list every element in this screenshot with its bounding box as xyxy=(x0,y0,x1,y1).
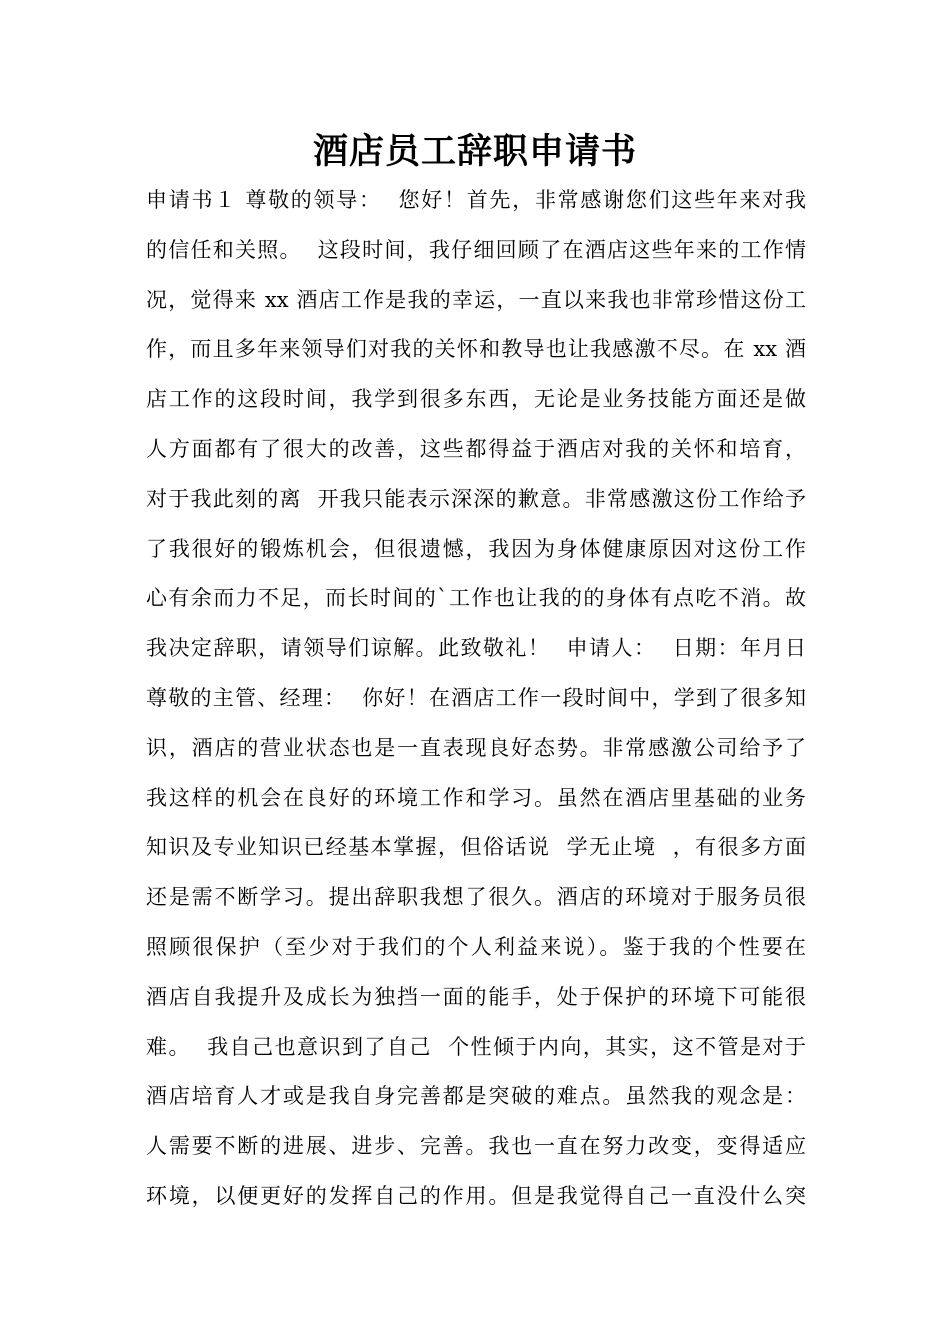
body-line: 的信任和关照。 这段时间，我仔细回顾了在酒店这些年来的工作情 xyxy=(146,237,806,262)
body-line: 知识及专业知识已经基本掌握，但俗话说 学无止境 ，有很多方面 xyxy=(146,835,806,860)
body-line: 心有余而力不足，而长时间的`工作也让我的的身体有点吃不消。故 xyxy=(146,586,806,611)
body-line: 环境，以便更好的发挥自己的作用。但是我觉得自己一直没什么突 xyxy=(146,1183,806,1208)
body-line: 还是需不断学习。提出辞职我想了很久。酒店的环境对于服务员很 xyxy=(146,885,806,910)
body-line: 识，酒店的营业状态也是一直表现良好态势。非常感激公司给予了 xyxy=(146,735,806,760)
body-line: 人需要不断的进展、进步、完善。我也一直在努力改变，变得适应 xyxy=(146,1134,806,1159)
body-line: 作，而且多年来领导们对我的关怀和教导也让我感激不尽。在 xx 酒 xyxy=(146,337,806,362)
body-line: 酒店培育人才或是我自身完善都是突破的难点。虽然我的观念是： xyxy=(146,1084,806,1109)
body-line: 对于我此刻的离 开我只能表示深深的歉意。非常感激这份工作给予 xyxy=(146,486,806,511)
body-line: 尊敬的主管、经理： 你好！在酒店工作一段时间中，学到了很多知 xyxy=(146,685,806,710)
body-line: 店工作的这段时间，我学到很多东西，无论是业务技能方面还是做 xyxy=(146,387,806,412)
body-line: 照顾很保护（至少对于我们的个人利益来说）。鉴于我的个性要在 xyxy=(146,934,806,959)
body-line: 况，觉得来 xx 酒店工作是我的幸运，一直以来我也非常珍惜这份工 xyxy=(146,287,806,312)
body-line: 我决定辞职，请领导们谅解。此致敬礼！ 申请人： 日期：年月日 xyxy=(146,636,806,661)
body-line: 我这样的机会在良好的环境工作和学习。虽然在酒店里基础的业务 xyxy=(146,785,806,810)
body-line: 申请书１ 尊敬的领导： 您好！首先，非常感谢您们这些年来对我 xyxy=(146,188,806,212)
body-line: 了我很好的锻炼机会，但很遗憾，我因为身体健康原因对这份工作 xyxy=(146,536,806,561)
body-line: 酒店自我提升及成长为独挡一面的能手，处于保护的环境下可能很 xyxy=(146,984,806,1009)
body-line: 人方面都有了很大的改善，这些都得益于酒店对我的关怀和培育， xyxy=(146,436,806,461)
body-line: 难。 我自己也意识到了自己 个性倾于内向，其实，这不管是对于 xyxy=(146,1034,806,1059)
document-title: 酒店员工辞职申请书 xyxy=(312,132,637,172)
document-body xyxy=(146,176,806,1222)
